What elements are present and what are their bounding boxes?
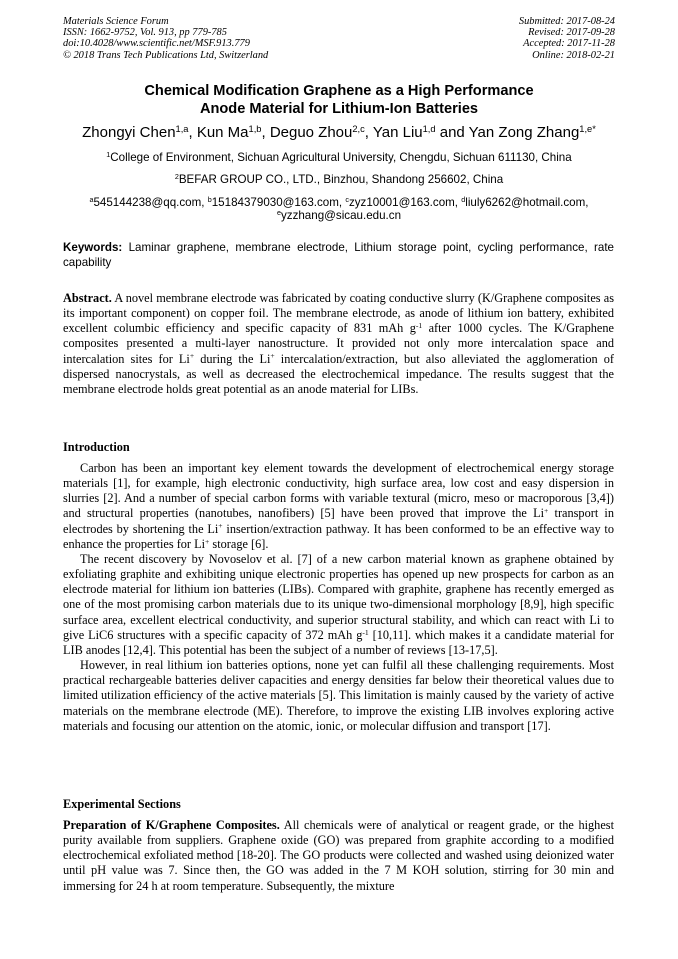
copyright: © 2018 Trans Tech Publications Ltd, Switzerland — [63, 49, 269, 61]
superscript: + — [218, 521, 223, 531]
title-line-2: Anode Material for Lithium-Ion Batteries — [199, 101, 479, 117]
abstract — [63, 291, 614, 397]
paragraph-text: storage [6]. — [209, 536, 269, 551]
experimental-heading: Experimental Sections — [63, 797, 181, 811]
affiliation-1 — [20, 151, 658, 165]
email-link[interactable]: 545144238@qq.com, — [93, 196, 208, 209]
abstract-label: Abstract. — [63, 291, 112, 305]
author-name: Zhongyi Chen — [82, 124, 176, 141]
author-separator: , — [261, 124, 270, 141]
author-separator: , — [364, 124, 373, 141]
email-superscript: b — [207, 195, 212, 205]
author-superscript: 1,b — [248, 123, 262, 134]
abstract-text: A novel membrane electrode was fabricated by coating conductive slurry (K/Graphene composites as its important component) on copper foil. The membrane electrode, as anode of lithium ion battery, exhibited excellent columbic efficiency and specific capacity of 831 mAh g — [63, 291, 614, 336]
issn: ISSN: 1662-9752, Vol. 913, pp 779-785 — [63, 27, 227, 39]
affiliation-text: BEFAR GROUP CO., LTD., Binzhou, Shandong 256602, China — [178, 173, 504, 186]
abstract-text: after 1000 cycles. The K/Graphene composites presented a multi-layer nanostructure. It provided not only more intercalation space and intercalation sites for Li — [63, 321, 614, 366]
paper-title — [40, 82, 638, 118]
paragraph-text: insertion/extraction pathway. It has been conformed to be an effective way to enhance the properties for Li — [63, 521, 614, 551]
intro-paragraph-1 — [63, 461, 614, 552]
author-superscript: 2,c — [352, 123, 365, 134]
abstract-superscript: + — [189, 351, 195, 361]
experimental-paragraph-1 — [63, 818, 614, 894]
superscript: + — [544, 506, 549, 516]
paragraph-text: transport in electrodes by shortening the Li — [63, 506, 614, 536]
email-link[interactable]: liuly6262@hotmail.com, — [465, 196, 589, 209]
keywords-text: Laminar graphene, membrane electrode, Lithium storage point, cycling performance, rate capability — [63, 241, 614, 269]
superscript: + — [205, 536, 210, 546]
email-link[interactable]: yzzhang@sicau.edu.cn — [280, 209, 402, 222]
email-superscript: e — [276, 208, 281, 218]
submitted-date: Submitted: 2017-08-24 — [518, 16, 615, 27]
author-superscript: 1,d — [422, 123, 436, 134]
author-list — [20, 124, 658, 142]
email-superscript: d — [461, 195, 466, 205]
online-date: Online: 2018-02-21 — [532, 49, 615, 61]
affiliation-2 — [20, 173, 658, 187]
experimental-body — [63, 818, 614, 894]
paragraph-text: [10,11]. which makes it a candidate material for LIB anodes [12,4]. This potential has been the subject of a number of reviews [13-17,5]. — [63, 627, 614, 657]
subsection-label: Preparation of K/Graphene Composites. — [63, 818, 280, 832]
title-line-1: Chemical Modification Graphene as a High Performance — [144, 83, 534, 99]
author-separator: and — [435, 124, 469, 141]
email-superscript: c — [345, 195, 349, 205]
paragraph-text: The recent discovery by Novoselov et al. [7] of a new carbon material known as graphene obtained by exfoliating graphite and exhibiting unique electronic properties has opened up new prospects for carbon as an electrode material for lithium ion batteries (LIBs). Compared with graphite, graphene has recently emerged as one of the most promising carbon materials due to its unique two-dimensional morphology [8,9], high specific surface area, excellent electrical conductivity, and superior structural stability, and which can react with Li to give LiC6 structures with a specific capacity of 372 mAh g — [63, 551, 614, 642]
email-line-1 — [20, 196, 658, 209]
affiliation-superscript: 1 — [106, 150, 111, 160]
abstract-superscript: + — [270, 351, 275, 361]
email-link[interactable]: zyz10001@163.com, — [348, 196, 462, 209]
author-emails — [20, 196, 658, 222]
introduction-heading: Introduction — [63, 440, 130, 454]
intro-paragraph-3: However, in real lithium ion batteries options, none yet can fulfil all these challenging requirements. Most practical rechargeable batteries deliver capacities and energy densities far below their theoretical values due to limited utilization efficiency of the active materials [5]. This limitation is mainly caused by the variety of active materials on the membrane electrode (ME). Therefore, to improve the existing LIB involves exploring active materials and focusing our attention on the atomic, ionic, or molecular diffusion and transport [17]. — [63, 658, 614, 733]
affiliation-superscript: 2 — [174, 172, 179, 182]
keywords-label: Keywords: — [63, 241, 123, 254]
email-link[interactable]: 15184379030@163.com, — [211, 196, 346, 209]
abstract-superscript: -1 — [415, 321, 423, 331]
journal-name: Materials Science Forum — [63, 16, 169, 27]
author-separator: , — [188, 124, 197, 141]
keywords — [63, 240, 614, 270]
journal-header-left — [63, 16, 268, 61]
affiliation-text: College of Environment, Sichuan Agricultural University, Chengdu, Sichuan 611130, China — [110, 151, 572, 164]
paragraph-text: All chemicals were of analytical or reagent grade, or the highest purity available from suppliers. Graphene oxide (GO) was prepared from graphite according to a modified electrochemical exfoliated method [18-20]. The GO products were collected and washed using deionized water until pH value was 7. Since then, the GO was added in the 7 M KOH solution, stirring for 30 min and immersing for 24 h at room temperature. Subsequently, the mixture — [63, 818, 614, 893]
journal-header-right — [519, 16, 615, 61]
accepted-date: Accepted: 2017-11-28 — [523, 38, 615, 50]
paragraph-text: Carbon has been an important key element towards the development of electrochemical energy storage materials [1], for example, high electronic conductivity, high surface area, low cost and easy dispersion in slurries [2]. And a number of special carbon forms with variable textural (micro, meso or macroporous [3,4]) and structural properties (nanotubes, nanofibers) [5] have been proved that improve the Li — [63, 461, 614, 521]
introduction-body — [63, 461, 614, 734]
author-superscript: 1,a — [175, 123, 189, 134]
author-name: Yan Liu — [372, 124, 423, 141]
revised-date: Revised: 2017-09-28 — [528, 27, 615, 39]
abstract-text: during the Li — [194, 351, 271, 366]
email-superscript: a — [89, 195, 94, 205]
superscript: -1 — [362, 627, 369, 637]
doi: doi:10.4028/www.scientific.net/MSF.913.779 — [63, 38, 250, 50]
author-name: Deguo Zhou — [269, 124, 353, 141]
abstract-text: intercalation/extraction, but also alleviated the agglomeration of dispersed nanocrystals, as well as decreased the electrochemical impedance. The results suggest that the membrane electrode holds great potential as an anode material for LIBs. — [63, 351, 614, 396]
author-superscript: 1,e* — [579, 123, 596, 134]
intro-paragraph-2 — [63, 552, 614, 658]
author-name: Yan Zong Zhang — [468, 124, 580, 141]
author-name: Kun Ma — [196, 124, 249, 141]
email-line-2 — [20, 209, 658, 222]
